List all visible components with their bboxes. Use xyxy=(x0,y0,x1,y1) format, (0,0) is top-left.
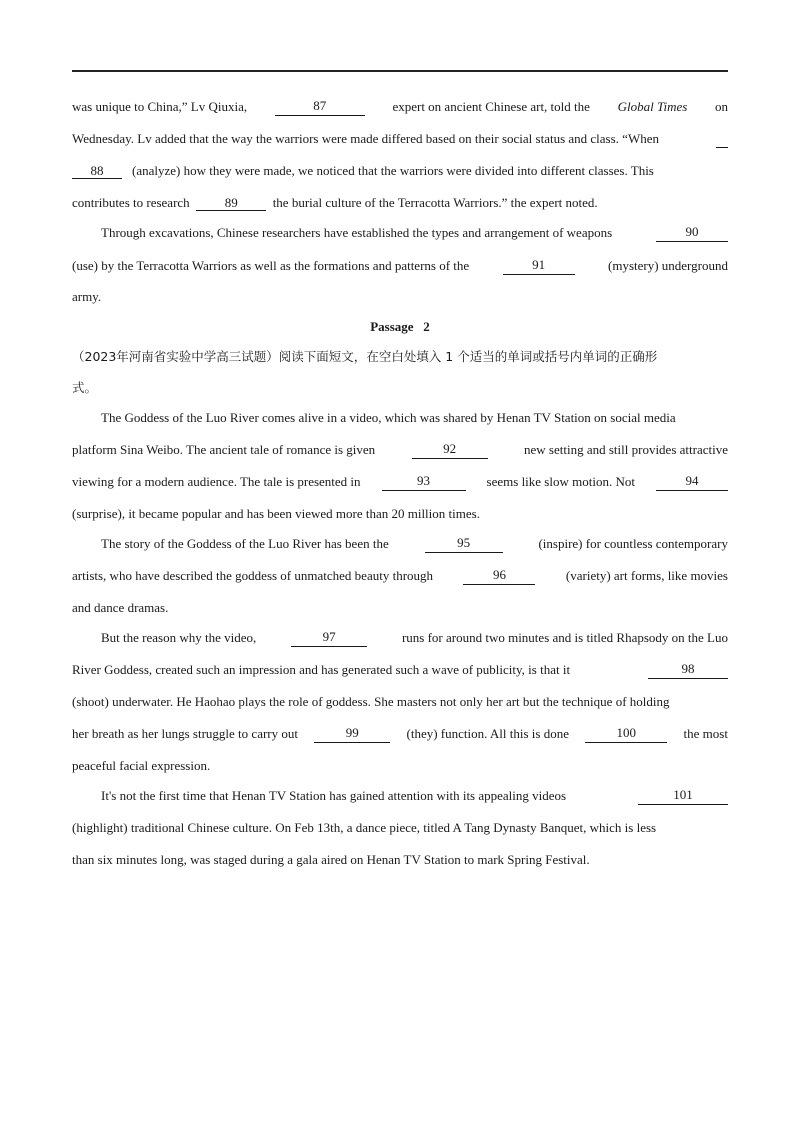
text: expert on ancient Chinese art, told the xyxy=(392,99,590,114)
text: (analyze) how they were made, we noticed that the warriors were divided into different classes. This xyxy=(132,163,654,178)
p2-para4-line-2 xyxy=(72,819,728,837)
instruction-line-1: （2023年河南省实验中学高三试题）阅读下面短文，在空白处填入 1 个适当的单词或括号内单词的正确形 xyxy=(72,349,658,364)
instruction-line-2: 式。 xyxy=(72,380,98,395)
text: her breath as her lungs struggle to carry out xyxy=(72,726,298,741)
blank-101[interactable]: 101 xyxy=(638,787,728,805)
text: the burial culture of the Terracotta Warriors.” the expert noted. xyxy=(272,195,598,210)
text: (they) function. All this is done xyxy=(406,726,569,741)
p2-para1-line-2 xyxy=(72,441,728,459)
blank-89[interactable]: 89 xyxy=(196,195,266,211)
text-row xyxy=(122,162,728,180)
text: artists, who have described the goddess of unmatched beauty through xyxy=(72,568,434,583)
blank-94[interactable]: 94 xyxy=(656,473,728,491)
text: viewing for a modern audience. The tale is presented in xyxy=(72,474,361,489)
text: new setting and still provides attractive xyxy=(524,442,728,457)
blank-91[interactable]: 91 xyxy=(503,257,575,275)
p2-para1-line-3 xyxy=(72,473,728,491)
p1-line-3 xyxy=(72,162,728,180)
p2-para2-line-3: and dance dramas. xyxy=(72,600,169,615)
blank-98[interactable]: 98 xyxy=(648,661,728,679)
p2-para2-line-2 xyxy=(72,567,728,585)
text: contributes to research xyxy=(72,195,190,210)
blank-96[interactable]: 96 xyxy=(463,567,535,585)
blank-88[interactable]: 88 xyxy=(72,163,122,179)
text: (variety) art forms, like movies xyxy=(565,568,728,583)
p2-para3-line-4 xyxy=(72,725,728,743)
p1-line-4 xyxy=(72,194,728,212)
p2-para2-line-1 xyxy=(72,535,728,553)
blank-95[interactable]: 95 xyxy=(425,535,503,553)
p2-para3-line-3 xyxy=(72,693,728,711)
text: (use) by the Terracotta Warriors as well as the formations and patterns of the xyxy=(72,258,470,273)
blank-88-start[interactable] xyxy=(716,130,728,148)
p2-para1-line-4: (surprise), it became popular and has been viewed more than 20 million times. xyxy=(72,506,480,521)
text: seems like slow motion. Not xyxy=(486,474,635,489)
blank-97[interactable]: 97 xyxy=(291,629,367,647)
p1-line-5 xyxy=(72,224,728,242)
text: was unique to China,” Lv Qiuxia, xyxy=(72,99,248,114)
text: Wednesday. Lv added that the way the warriors were made differed based on their social status and class. “When xyxy=(72,131,659,146)
text: It's not the first time that Henan TV Station has gained attention with its appealing videos xyxy=(101,788,567,803)
text: (mystery) underground xyxy=(608,258,728,273)
publication-name: Global Times xyxy=(617,99,688,114)
p2-para3-line-1 xyxy=(72,629,728,647)
header-rule xyxy=(72,70,728,72)
blank-90[interactable]: 90 xyxy=(656,224,728,242)
p2-para3-line-2 xyxy=(72,661,728,679)
p1-line-6 xyxy=(72,257,728,275)
text: The story of the Goddess of the Luo River has been the xyxy=(101,536,389,551)
text: (inspire) for countless contemporary xyxy=(538,536,728,551)
text: the most xyxy=(683,726,728,741)
p1-line-1 xyxy=(72,98,728,116)
blank-99[interactable]: 99 xyxy=(314,725,390,743)
text: on xyxy=(714,99,728,114)
p2-para4-line-3: than six minutes long, was staged during a gala aired on Henan TV Station to mark Spring Festival. xyxy=(72,852,590,867)
text: River Goddess, created such an impression and has generated such a wave of publicity, is that it xyxy=(72,662,571,677)
blank-92[interactable]: 92 xyxy=(412,441,488,459)
text: Through excavations, Chinese researchers have established the types and arrangement of weapons xyxy=(101,225,613,240)
text: runs for around two minutes and is titled Rhapsody on the Luo xyxy=(401,630,728,645)
p2-para1-line-1 xyxy=(72,409,728,427)
p1-line-7: army. xyxy=(72,289,102,304)
p2-para3-line-5: peaceful facial expression. xyxy=(72,758,211,773)
text: The Goddess of the Luo River comes alive in a video, which was shared by Henan TV Station on social media xyxy=(101,410,676,425)
blank-100[interactable]: 100 xyxy=(585,725,667,743)
p1-line-2 xyxy=(72,130,728,148)
text: But the reason why the video, xyxy=(101,630,257,645)
blank-93[interactable]: 93 xyxy=(382,473,466,491)
text: platform Sina Weibo. The ancient tale of romance is given xyxy=(72,442,376,457)
text: (shoot) underwater. He Haohao plays the role of goddess. She masters not only her art but the technique of holding xyxy=(72,694,670,709)
passage-title: Passage 2 xyxy=(370,319,430,334)
text: (highlight) traditional Chinese culture. On Feb 13th, a dance piece, titled A Tang Dynasty Banquet, which is less xyxy=(72,820,657,835)
blank-87[interactable]: 87 xyxy=(275,98,365,116)
p2-para4-line-1 xyxy=(72,787,728,805)
